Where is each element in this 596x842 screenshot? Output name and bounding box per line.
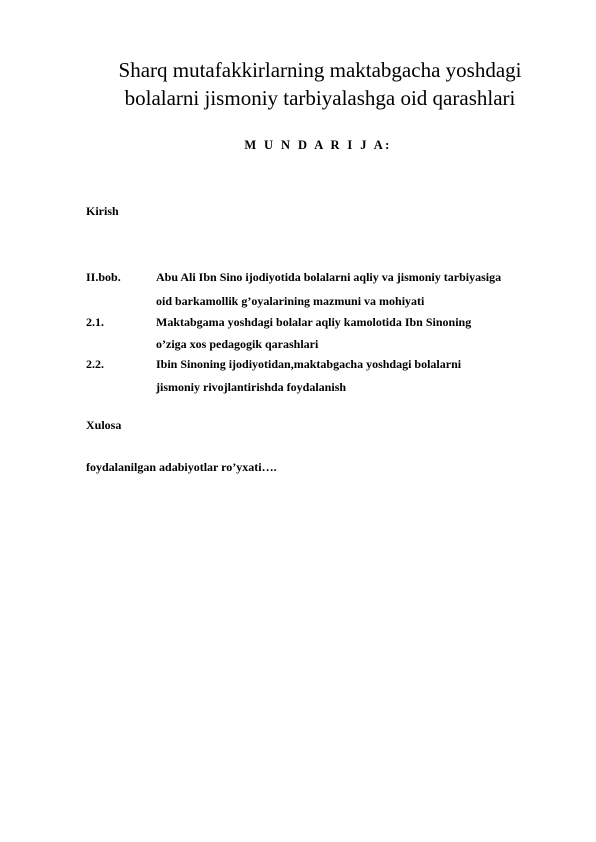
toc-entry-text-line-1: Ibin Sinoning ijodiyotidan,maktabgacha yoshdagi bolalarni bbox=[156, 357, 462, 371]
toc-entry-number: II.bob. bbox=[86, 270, 121, 284]
toc-entry-text-line-2: o’ziga xos pedagogik qarashlari bbox=[156, 337, 319, 351]
contents-heading: M U N D A R I J A: bbox=[244, 138, 392, 152]
document-title-line-2: bolalarni jismoniy tarbiyalashga oid qarashlari bbox=[124, 86, 516, 110]
toc-intro: Kirish bbox=[86, 204, 119, 218]
toc-entry-text-line-1: Maktabgama yoshdagi bolalar aqliy kamolotida Ibn Sinoning bbox=[156, 315, 472, 329]
toc-entry-text-line-1: Abu Ali Ibn Sino ijodiyotida bolalarni aqliy va jismoniy tarbiyasiga bbox=[156, 270, 502, 284]
toc-conclusion: Xulosa bbox=[86, 418, 122, 432]
document-title-line-1: Sharq mutafakkirlarning maktabgacha yoshdagi bbox=[118, 58, 522, 82]
toc-entry-number: 2.1. bbox=[86, 315, 104, 329]
document-title bbox=[60, 56, 580, 112]
toc-entry-number: 2.2. bbox=[86, 357, 104, 371]
toc-entry-text-line-2: jismoniy rivojlantirishda foydalanish bbox=[156, 380, 347, 394]
toc-entry-text-line-2: oid barkamollik g’oyalarining mazmuni va mohiyati bbox=[156, 294, 425, 308]
toc-references: foydalanilgan adabiyotlar ro’yxati…. bbox=[86, 460, 277, 474]
